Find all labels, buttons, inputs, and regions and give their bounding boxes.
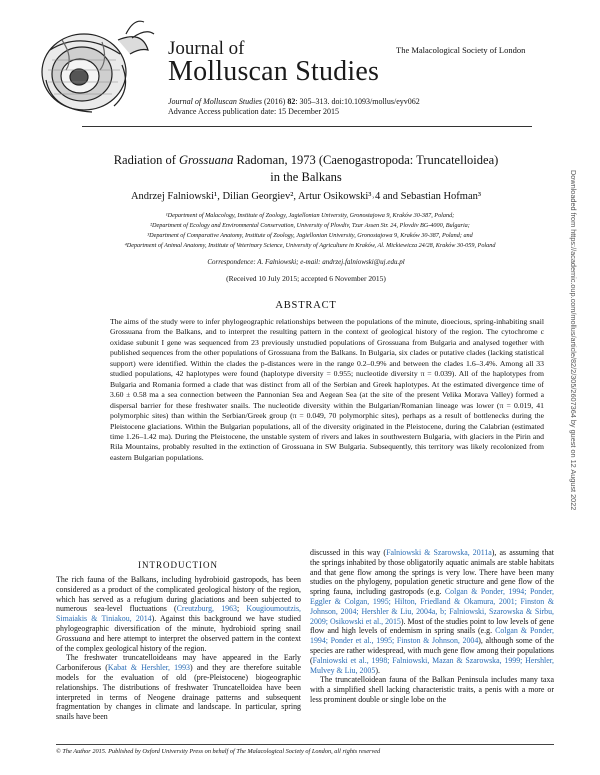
download-watermark bbox=[569, 170, 587, 590]
intro-paragraph-2 bbox=[56, 653, 301, 722]
title-post: Radoman, 1973 (Caenogastropoda: Truncatelloidea) bbox=[233, 153, 499, 167]
footer-divider bbox=[56, 744, 554, 745]
title-line2: in the Balkans bbox=[270, 170, 342, 184]
text-run: The freshwater truncatelloideans may have appeared in the Early Carboniferous ( bbox=[56, 653, 301, 673]
citation-volume: 82 bbox=[287, 97, 296, 106]
society-name: The Malacological Society of London bbox=[396, 45, 526, 55]
introduction-heading: INTRODUCTION bbox=[138, 560, 218, 570]
abstract-text: The aims of the study were to infer phylogeographic relationships between the populations of the minute, dioecious, spring-inhabiting snail Grossuana from the Balkans, and to interpret the resulting pattern in the context of geological history of the region. The cytochrome c oxidase subunit I gene was sequenced from 23 previously unstudied populations of Grossuana from Bulgaria and analysed together with published sequences from the other populations of Grossuana from the Balkans. In Bulgaria, six clades or putative clades (lacking statistical support) were identified. Within the clades the p-distances were in the range 0.2–0.9% and between the clades 1.6–3.4%. Among all 33 studied populations, 42 haplotypes were found (haplotype diversity = 0.955; nucleotide diversity π = 0.039). All of the haplotypes from Bulgaria and Romania formed a clade that was distinct from all of the Serbian and Greek haplotypes. At the estimated divergence time of 3.60 ± 0.58 ma a sea connection between the Pannonian Sea and Aegean Sea (at the site of the present Velika Morava Valley) formed a dispersal barrier for these freshwater snails. The nucleotide diversity within the Bulgarian/Romanian lineage was lower (π = 0.019, 41 polymorphic sites) than within the Serbian/Greek group (π = 0.049, 70 polymorphic sites), perhaps as a result of bottlenecks during the Pleistocene glaciations. Within the Bulgarian populations, all of the diversity originated in the Pleistocene, during the Calabrian (estimated time 1.26–1.42 ma). During the Pleistocene, the unstable system of rivers and lakes in southwestern Bulgaria, with glaciers in the Pirin and Rila Mountains, probably resulted in the extinction of Grossuana in SW Bulgaria. Subsequently, this territory was likely recolonized from eastern Bulgarian populations. bbox=[110, 317, 544, 462]
citation-doi: : 305–313. doi:10.1093/mollus/eyv062 bbox=[295, 97, 420, 106]
text-run: ), as assuming that the springs inhabited by those obligatorily aquatic animals are stable habitats and that gene flow among the springs is very low. There have been many studies on the phylogeny, population genetic structure and gene flow of the spring fauna, including gastropods (e.g. bbox=[310, 548, 554, 597]
text-run: The rich fauna of the Balkans, including hydrobioid gastropods, has been considered as a product of the complicated geological history of the region, which has served as a refugium during glaciations and been subjected to numerous sea-level fluctuations ( bbox=[56, 575, 301, 614]
received-dates: (Received 10 July 2015; accepted 6 November 2015) bbox=[226, 274, 386, 283]
author-list: Andrzej Falniowski¹, Dilian Georgiev², Artur Osikowski³˒4 and Sebastian Hofman³ bbox=[130, 191, 482, 202]
intro-paragraph-3 bbox=[310, 548, 554, 675]
journal-title-line1: Journal of bbox=[168, 38, 245, 59]
correspondence-email[interactable]: Correspondence: A. Falniowski; e-mail: andrzej.falniowski@uj.edu.pl bbox=[207, 258, 405, 266]
text-run: ). Against this background we have studied phylogeographic diversification of the minute, hydrobioid spring snail bbox=[56, 614, 301, 633]
citation-link[interactable]: Kougioumoutzis, Simaiakis & Tiniakou, 2014 bbox=[56, 604, 301, 624]
citation-link[interactable]: Colgan & Ponder, 1994; Ponder, Eggler & Colgan, 1995; Hilton, Friedland & Okamura, 2001; Finston & Johnson, 2004; Hershler & Liu, 2004a, b; Falniowski, Szarowska & Sirbu, 2009; Osikowski et al., 2015 bbox=[310, 587, 554, 626]
affiliation-4: ⁴Department of Animal Anatomy, Institute of Veterinary Science, University of Agriculture in Kraków, Al. Mickiewicza 24/28, Kraków 30-059, Poland bbox=[124, 242, 496, 249]
title-pre: Radiation of bbox=[113, 153, 179, 167]
citation-link[interactable]: Falniowski & Szarowska, 2011a bbox=[386, 548, 492, 557]
affiliation-3: ³Department of Comparative Anatomy, Institute of Zoology, Jagiellonian University, Gronostajowa 9, Kraków 30-387, Poland; and bbox=[147, 232, 473, 239]
citation-line bbox=[168, 97, 420, 106]
header-divider bbox=[82, 126, 532, 127]
affiliation-2: ²Department of Ecology and Environmental Conservation, University of Plovdiv, Tzar Assen Str. 24, Plovdiv BG-4000, Bulgaria; bbox=[150, 222, 470, 229]
citation-year: (2016) bbox=[262, 97, 288, 106]
citation-link[interactable]: Falniowski et al., 1998; Falniowski, Mazan & Szarowska, 1999; Hershler, Mulvey & Liu, 2005 bbox=[310, 655, 554, 675]
citation-link[interactable]: Kabat & Hershler, 1993 bbox=[107, 663, 190, 673]
text-run: and here attempt to interpret the observed pattern in the context of the complex geological history of the region. bbox=[56, 633, 301, 653]
download-watermark-text: Downloaded from https://academic.oup.com/mollus/article/82/2/305/2607364 by guest on 12 August 2022 bbox=[569, 170, 578, 511]
genus-name: Grossuana bbox=[56, 633, 91, 643]
citation-link[interactable]: Creutzburg, 1963 bbox=[176, 604, 237, 614]
text-column-right bbox=[310, 548, 554, 705]
text-run: ). Most of the studies point to low levels of gene flow and high levels of endemism in spring snails (e.g. bbox=[310, 616, 554, 636]
text-run: ). bbox=[375, 665, 380, 675]
copyright-footer: © The Author 2015. Published by Oxford University Press on behalf of The Malacological Society of London, all rights reserved bbox=[56, 748, 381, 755]
intro-paragraph-4: The truncatelloidean fauna of the Balkan Peninsula includes many taxa with a simplified shell lacking characteristic traits, a penis with a more or less prominent double or single lobe on the bbox=[310, 675, 554, 704]
journal-logo-shell bbox=[22, 10, 162, 130]
text-run: ), although some of the species are rather widespread, with much gene flow among their populations ( bbox=[310, 636, 554, 665]
citation-link[interactable]: Colgan & Ponder, 1994; Ponder et al., 1995; Finston & Johnson, 2004 bbox=[310, 626, 555, 646]
paper-title bbox=[70, 152, 542, 186]
affiliation-1: ¹Department of Malacology, Institute of Zoology, Jagiellonian University, Gronostajowa 9, Kraków 30-387, Poland; bbox=[165, 212, 455, 219]
advance-access-date: Advance Access publication date: 15 December 2015 bbox=[168, 107, 340, 116]
text-run: ) and they are therefore suitable models for the evaluation of old (pre-Pleistocene) biogeographic relationships. The distributions of freshwater Truncatelloidea have been interpreted in terms of Neogene drainage patterns and subsequent fragmentation by changes in climate and landscape. In particular, spring snails have been bbox=[56, 663, 301, 722]
intro-paragraph-1 bbox=[56, 575, 301, 653]
abstract-heading: ABSTRACT bbox=[275, 300, 337, 311]
citation-journal: Journal of Molluscan Studies bbox=[168, 97, 262, 106]
text-column-left bbox=[56, 575, 301, 722]
journal-title-line2: Molluscan Studies bbox=[168, 56, 380, 87]
text-run: discussed in this way ( bbox=[310, 548, 387, 557]
text-run: ; bbox=[237, 604, 247, 614]
title-genus: Grossuana bbox=[178, 153, 234, 167]
